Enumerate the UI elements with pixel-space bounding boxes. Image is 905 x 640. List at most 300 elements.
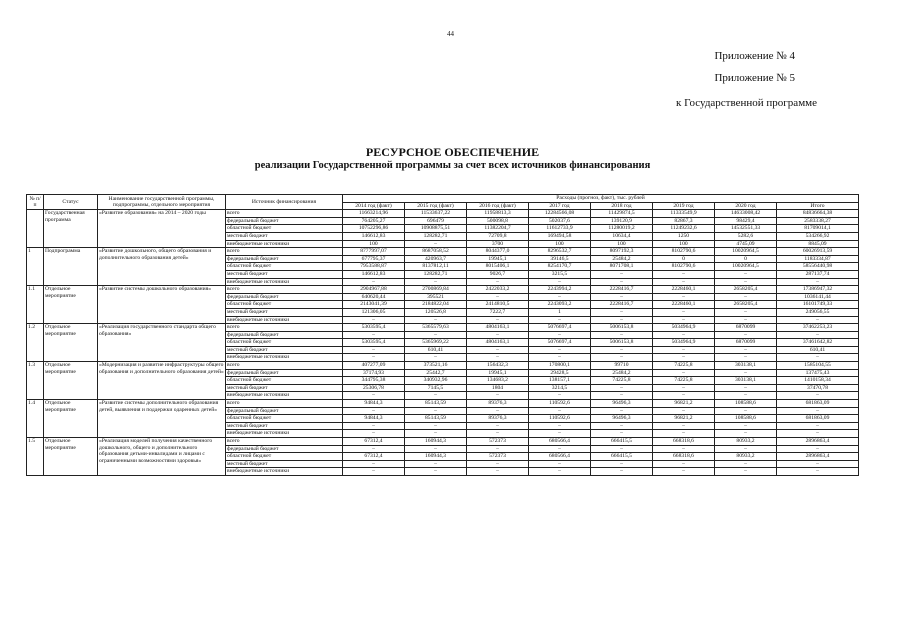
value-cell: 8137812,11 [405, 263, 467, 271]
value-cell: – [529, 430, 591, 438]
header-name: Наименование государственной программы, подпрограммы, отдельного мероприятия [98, 195, 226, 210]
source-cell: местный бюджет [226, 384, 343, 392]
source-cell: внебюджетные источники [226, 278, 343, 286]
value-cell: – [777, 422, 859, 430]
value-cell: 2243994,2 [529, 286, 591, 294]
source-cell: местный бюджет [226, 346, 343, 354]
source-cell: федеральный бюджет [226, 217, 343, 225]
value-cell: 72709,8 [467, 232, 529, 240]
value-cell: 3700 [467, 240, 529, 248]
group-num: 1.2 [27, 324, 44, 362]
value-cell: – [405, 316, 467, 324]
value-cell: 146612,83 [343, 232, 405, 240]
value-cell: 303138,1 [715, 362, 777, 370]
value-cell: 5034964,9 [653, 339, 715, 347]
value-cell: – [653, 293, 715, 301]
value-cell: – [653, 331, 715, 339]
value-cell: 10634,4 [591, 232, 653, 240]
header-year: 2015 год (факт) [405, 202, 467, 210]
value-cell: – [591, 270, 653, 278]
value-cell: – [777, 331, 859, 339]
source-cell: всего [226, 248, 343, 256]
value-cell: 37174,93 [343, 369, 405, 377]
value-cell: – [343, 278, 405, 286]
value-cell: – [715, 346, 777, 354]
value-cell: 668318,6 [653, 453, 715, 461]
value-cell: 6870099 [715, 324, 777, 332]
value-cell: 17386947,32 [777, 286, 859, 294]
source-cell: областной бюджет [226, 453, 343, 461]
table-row [27, 438, 859, 446]
source-cell: всего [226, 210, 343, 218]
value-cell: – [653, 468, 715, 476]
value-cell: – [777, 354, 859, 362]
value-cell: – [715, 293, 777, 301]
value-cell: 5034964,9 [653, 324, 715, 332]
value-cell: 1250 [653, 232, 715, 240]
value-cell: – [591, 354, 653, 362]
value-cell: – [591, 308, 653, 316]
value-cell: 572373 [467, 453, 529, 461]
value-cell: – [467, 316, 529, 324]
value-cell: 8102790,6 [653, 263, 715, 271]
header-source: Источник финансирования [226, 195, 343, 210]
value-cell: – [529, 346, 591, 354]
source-cell: федеральный бюджет [226, 369, 343, 377]
value-cell: – [653, 308, 715, 316]
value-cell: 5006153,8 [591, 339, 653, 347]
value-cell: – [405, 331, 467, 339]
value-cell: – [343, 468, 405, 476]
value-cell: 1410158,34 [777, 377, 859, 385]
value-cell: – [343, 460, 405, 468]
value-cell: 11429874,5 [591, 210, 653, 218]
value-cell: 764205,27 [343, 217, 405, 225]
group-name: «Реализация государственного стандарта общего образования» [98, 324, 226, 362]
value-cell: 8071708,1 [591, 263, 653, 271]
group-num: 1.1 [27, 286, 44, 324]
source-cell: внебюджетные источники [226, 316, 343, 324]
value-cell: 373521,16 [405, 362, 467, 370]
header-expenses: Расходы (прогноз, факт), тыс. рублей [343, 195, 859, 203]
value-cell: 681863,09 [777, 400, 859, 408]
source-cell: всего [226, 324, 343, 332]
value-cell: 25484,2 [591, 369, 653, 377]
value-cell: 100 [591, 240, 653, 248]
value-cell: 407277,09 [343, 362, 405, 370]
value-cell: 1804 [467, 384, 529, 392]
document-subtitle: реализации Государственной программы за счет всех источников финансирования [254, 160, 651, 171]
value-cell: 1183334,87 [777, 255, 859, 263]
value-cell: 121306,05 [343, 308, 405, 316]
value-cell: – [529, 422, 591, 430]
value-cell: – [405, 278, 467, 286]
value-cell: – [715, 354, 777, 362]
value-cell: – [467, 293, 529, 301]
value-cell: 8845,09 [777, 240, 859, 248]
value-cell: 500098,8 [467, 217, 529, 225]
source-cell: областной бюджет [226, 377, 343, 385]
value-cell: 139120,9 [591, 217, 653, 225]
group-status: Отдельное мероприятие [44, 400, 98, 438]
source-cell: областной бюджет [226, 263, 343, 271]
value-cell: 85143,59 [405, 400, 467, 408]
source-cell: федеральный бюджет [226, 445, 343, 453]
value-cell: – [343, 316, 405, 324]
value-cell: – [591, 430, 653, 438]
value-cell: – [715, 270, 777, 278]
value-cell: 11958813,3 [467, 210, 529, 218]
value-cell: 3214,5 [529, 384, 591, 392]
value-cell: – [715, 384, 777, 392]
value-cell: – [529, 392, 591, 400]
group-status: Отдельное мероприятие [44, 324, 98, 362]
value-cell: – [653, 354, 715, 362]
value-cell: 0 [715, 255, 777, 263]
value-cell: – [343, 422, 405, 430]
page-number: 44 [447, 30, 454, 38]
value-cell: 81709014,1 [777, 225, 859, 233]
value-cell: 8296532,7 [529, 248, 591, 256]
value-cell: – [591, 316, 653, 324]
value-cell: 7953588,87 [343, 263, 405, 271]
source-cell: всего [226, 400, 343, 408]
value-cell: 7145,5 [405, 384, 467, 392]
value-cell: – [777, 407, 859, 415]
value-cell: – [405, 460, 467, 468]
value-cell: 67312,4 [343, 453, 405, 461]
value-cell: – [591, 293, 653, 301]
value-cell: 2228416,7 [591, 286, 653, 294]
value-cell: 610,41 [777, 346, 859, 354]
value-cell: 610,41 [405, 346, 467, 354]
value-cell: – [343, 346, 405, 354]
value-cell: – [715, 316, 777, 324]
value-cell: 11382204,7 [467, 225, 529, 233]
value-cell: 170800,1 [529, 362, 591, 370]
value-cell: 2184822,04 [405, 301, 467, 309]
value-cell: 108588,6 [715, 400, 777, 408]
value-cell: 146612,83 [343, 270, 405, 278]
value-cell: 6870099 [715, 339, 777, 347]
value-cell: – [529, 460, 591, 468]
value-cell: 2583338,27 [777, 217, 859, 225]
value-cell: – [591, 445, 653, 453]
value-cell: 10020964,5 [715, 263, 777, 271]
value-cell: 5365969,22 [405, 339, 467, 347]
value-cell: – [467, 331, 529, 339]
value-cell: 80933,2 [715, 453, 777, 461]
value-cell: 2700869,84 [405, 286, 467, 294]
source-cell: внебюджетные источники [226, 392, 343, 400]
source-cell: федеральный бюджет [226, 331, 343, 339]
value-cell: 98429,4 [715, 217, 777, 225]
value-cell: 2243093,2 [529, 301, 591, 309]
value-cell: 29428,5 [529, 369, 591, 377]
value-cell: 7222,7 [467, 308, 529, 316]
value-cell: 85143,59 [405, 415, 467, 423]
value-cell: 2228416,7 [591, 301, 653, 309]
group-name: «Развитие дошкольного, общего образования и дополнительного образования детей» [98, 248, 226, 286]
value-cell: 160944,3 [405, 453, 467, 461]
value-cell: 110592,6 [529, 400, 591, 408]
resource-table [26, 194, 859, 476]
value-cell: 74225,8 [591, 377, 653, 385]
value-cell: – [591, 460, 653, 468]
value-cell: 1036141,44 [777, 293, 859, 301]
value-cell: 5303595,4 [343, 324, 405, 332]
value-cell: – [467, 407, 529, 415]
value-cell: – [653, 369, 715, 377]
group-name: «Развитие системы дошкольного образования» [98, 286, 226, 324]
value-cell: 11333549,9 [653, 210, 715, 218]
value-cell: – [653, 445, 715, 453]
value-cell: – [343, 430, 405, 438]
value-cell: 137475,43 [777, 369, 859, 377]
value-cell: – [715, 331, 777, 339]
value-cell: 640620,44 [343, 293, 405, 301]
value-cell: – [715, 422, 777, 430]
value-cell: – [777, 468, 859, 476]
value-cell: – [653, 430, 715, 438]
value-cell: 2422033,2 [467, 286, 529, 294]
value-cell: 4804163,1 [467, 339, 529, 347]
value-cell: 19945,1 [467, 255, 529, 263]
value-cell: – [529, 316, 591, 324]
value-cell: 681863,09 [777, 415, 859, 423]
value-cell: 60026913,59 [777, 248, 859, 256]
value-cell: – [591, 422, 653, 430]
group-status: Государственная программа [44, 210, 98, 248]
value-cell: 39146,5 [529, 255, 591, 263]
value-cell: 96821,2 [653, 400, 715, 408]
value-cell: 84836664,38 [777, 210, 859, 218]
value-cell: 2414810,5 [467, 301, 529, 309]
value-cell: 8687058,52 [405, 248, 467, 256]
value-cell: 100 [529, 240, 591, 248]
value-cell: 67312,4 [343, 438, 405, 446]
value-cell: 502037,6 [529, 217, 591, 225]
value-cell: 25442,7 [405, 369, 467, 377]
value-cell: 108588,6 [715, 415, 777, 423]
value-cell: – [715, 308, 777, 316]
value-cell: 110592,6 [529, 415, 591, 423]
table-row [27, 324, 859, 332]
value-cell: – [715, 407, 777, 415]
value-cell: – [405, 468, 467, 476]
value-cell: 58556440,98 [777, 263, 859, 271]
value-cell: 11249232,6 [653, 225, 715, 233]
value-cell: – [529, 278, 591, 286]
source-cell: местный бюджет [226, 460, 343, 468]
value-cell: 14633008,42 [715, 210, 777, 218]
value-cell: – [777, 278, 859, 286]
value-cell: 25484,2 [591, 255, 653, 263]
source-cell: местный бюджет [226, 308, 343, 316]
group-status: Отдельное мероприятие [44, 438, 98, 476]
value-cell: 4745,09 [715, 240, 777, 248]
source-cell: всего [226, 362, 343, 370]
value-cell: – [715, 460, 777, 468]
value-cell: – [405, 392, 467, 400]
value-cell: – [715, 468, 777, 476]
source-cell: областной бюджет [226, 225, 343, 233]
value-cell: 8777997,07 [343, 248, 405, 256]
value-cell: 16101749,33 [777, 301, 859, 309]
value-cell: – [343, 392, 405, 400]
value-cell: – [653, 270, 715, 278]
source-cell: областной бюджет [226, 339, 343, 347]
value-cell: 11663214,96 [343, 210, 405, 218]
value-cell: 696479 [405, 217, 467, 225]
value-cell: – [467, 422, 529, 430]
group-name: «Реализация моделей получения качественного дошкольного, общего и дополнительного образования детьми-инвалидами и лицами с ограниченными возможностями здоровья» [98, 438, 226, 476]
value-cell: 14532551,33 [715, 225, 777, 233]
value-cell: – [529, 354, 591, 362]
source-cell: местный бюджет [226, 232, 343, 240]
value-cell: 1585104,55 [777, 362, 859, 370]
value-cell: 156432,3 [467, 362, 529, 370]
value-cell: – [653, 392, 715, 400]
value-cell: 169494,58 [529, 232, 591, 240]
value-cell: 5282,6 [715, 232, 777, 240]
value-cell: 89376,3 [467, 400, 529, 408]
value-cell: 128282,71 [405, 270, 467, 278]
value-cell: 4804163,1 [467, 324, 529, 332]
value-cell: 2896863,4 [777, 453, 859, 461]
source-cell: внебюджетные источники [226, 430, 343, 438]
value-cell: – [715, 278, 777, 286]
value-cell: – [591, 407, 653, 415]
value-cell: – [467, 468, 529, 476]
value-cell: – [591, 392, 653, 400]
group-status: Отдельное мероприятие [44, 362, 98, 400]
value-cell: – [653, 422, 715, 430]
value-cell: – [467, 445, 529, 453]
value-cell: 89376,3 [467, 415, 529, 423]
value-cell: – [343, 407, 405, 415]
value-cell: – [653, 407, 715, 415]
value-cell: 666415,5 [591, 453, 653, 461]
value-cell: – [467, 460, 529, 468]
value-cell: 2658205,4 [715, 286, 777, 294]
value-cell: – [529, 407, 591, 415]
group-num [27, 210, 44, 248]
value-cell: 80933,2 [715, 438, 777, 446]
source-cell: федеральный бюджет [226, 255, 343, 263]
value-cell: 2143041,39 [343, 301, 405, 309]
header-year: 2019 год [653, 202, 715, 210]
group-num: 1.5 [27, 438, 44, 476]
value-cell: 680566,4 [529, 453, 591, 461]
value-cell: 8254170,7 [529, 263, 591, 271]
group-num: 1 [27, 248, 44, 286]
value-cell: – [715, 392, 777, 400]
value-cell: 12284566,08 [529, 210, 591, 218]
value-cell: 37461642,82 [777, 339, 859, 347]
value-cell: – [653, 316, 715, 324]
value-cell: 287137,74 [777, 270, 859, 278]
value-cell: 5076697,4 [529, 339, 591, 347]
value-cell: – [777, 430, 859, 438]
value-cell: 395521 [405, 293, 467, 301]
source-cell: федеральный бюджет [226, 407, 343, 415]
value-cell: – [529, 445, 591, 453]
value-cell: – [715, 430, 777, 438]
header-year: 2017 год [529, 202, 591, 210]
value-cell: – [467, 392, 529, 400]
value-cell: – [343, 445, 405, 453]
value-cell: – [405, 240, 467, 248]
value-cell: – [653, 278, 715, 286]
value-cell: – [529, 468, 591, 476]
value-cell: 10020964,5 [715, 248, 777, 256]
value-cell: 3215,5 [529, 270, 591, 278]
value-cell: 99710 [591, 362, 653, 370]
group-status: Подпрограмма [44, 248, 98, 286]
value-cell: – [529, 331, 591, 339]
value-cell: 94844,3 [343, 415, 405, 423]
source-cell: областной бюджет [226, 415, 343, 423]
header-status: Статус [44, 195, 98, 210]
value-cell: 677795,37 [343, 255, 405, 263]
value-cell: – [467, 354, 529, 362]
value-cell: 100 [653, 240, 715, 248]
value-cell: 10752296,86 [343, 225, 405, 233]
value-cell: 94844,3 [343, 400, 405, 408]
value-cell: – [777, 316, 859, 324]
value-cell: 100 [343, 240, 405, 248]
value-cell: – [715, 445, 777, 453]
value-cell: – [653, 384, 715, 392]
value-cell: 680566,4 [529, 438, 591, 446]
group-name: «Развитие образования» на 2014 – 2020 годы [98, 210, 226, 248]
value-cell: 10908875,51 [405, 225, 467, 233]
value-cell: 128282,71 [405, 232, 467, 240]
value-cell: 2658205,4 [715, 301, 777, 309]
value-cell: 344795,38 [343, 377, 405, 385]
value-cell: 11280019,2 [591, 225, 653, 233]
source-cell: внебюджетные источники [226, 468, 343, 476]
value-cell: – [343, 331, 405, 339]
appendix-line-1: Приложение № 4 [714, 50, 795, 62]
value-cell: 160944,3 [405, 438, 467, 446]
value-cell: 19945,1 [467, 369, 529, 377]
value-cell: – [591, 384, 653, 392]
source-cell: внебюджетные источники [226, 354, 343, 362]
value-cell: 2896863,4 [777, 438, 859, 446]
header-year: 2018 год [591, 202, 653, 210]
value-cell: 249056,55 [777, 308, 859, 316]
header-year: 2014 год (факт) [343, 202, 405, 210]
group-name: «Развитие системы дополнительного образования детей, выявления и поддержки одаренных детей» [98, 400, 226, 438]
value-cell: 5303595,4 [343, 339, 405, 347]
value-cell: – [405, 422, 467, 430]
value-cell: – [777, 392, 859, 400]
value-cell: 134683,2 [467, 377, 529, 385]
source-cell: областной бюджет [226, 301, 343, 309]
value-cell: 120526,8 [405, 308, 467, 316]
value-cell: 534266,92 [777, 232, 859, 240]
value-cell: – [715, 369, 777, 377]
value-cell: – [653, 460, 715, 468]
value-cell: 8097192,3 [591, 248, 653, 256]
value-cell: – [467, 346, 529, 354]
value-cell: 74225,8 [653, 377, 715, 385]
value-cell: 11533637,22 [405, 210, 467, 218]
value-cell: – [405, 407, 467, 415]
source-cell: всего [226, 438, 343, 446]
